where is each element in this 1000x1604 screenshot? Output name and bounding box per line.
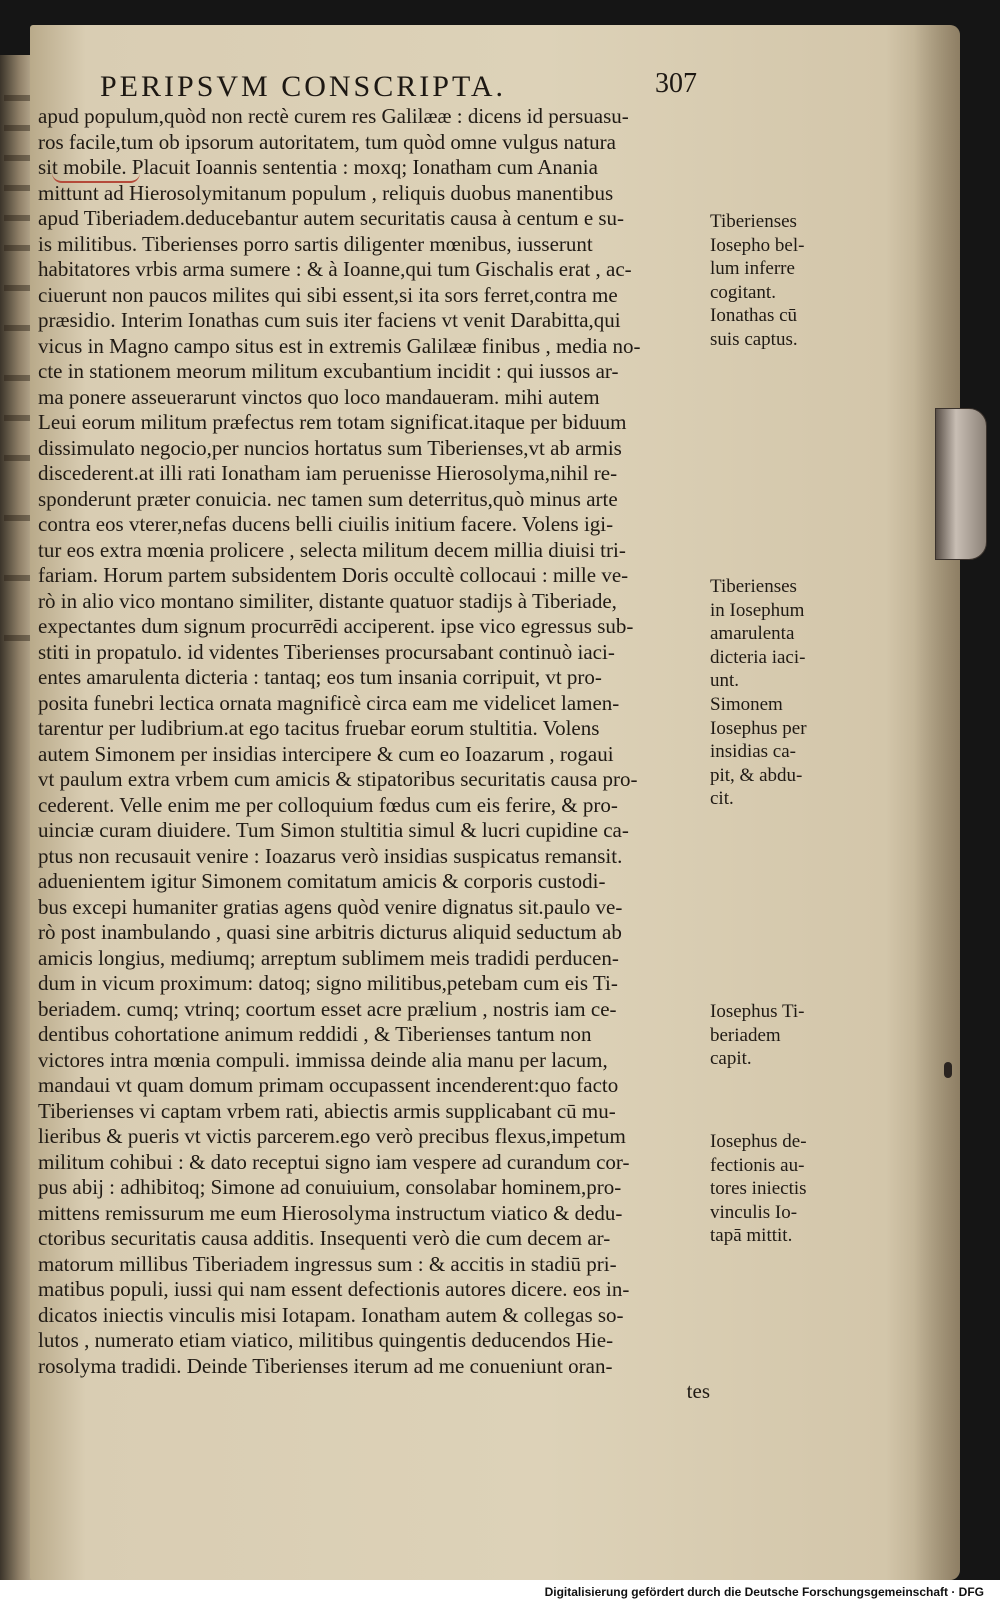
- side-note-line: beriadem: [710, 1024, 781, 1046]
- side-note-line: vinculis Io-: [710, 1201, 798, 1223]
- digitization-credit: Digitalisierung gefördert durch die Deutsche Forschungsgemeinschaft · DFG: [540, 1580, 990, 1604]
- side-note-line: Ionathas cū: [710, 305, 798, 327]
- text-line: discederent.at illi rati Ionatham iam peruenisse Hierosolyma,nihil re-: [38, 461, 618, 485]
- text-line: rosolyma tradidi. Deinde Tiberienses iterum ad me conueniunt oran-: [38, 1353, 613, 1378]
- side-note-line: tapā mittit.: [710, 1225, 793, 1247]
- side-note-2: [710, 575, 850, 811]
- text-line: dicatos iniectis vinculis misi Iotapam. Ionatham autem & collegas so-: [38, 1302, 624, 1327]
- text-line: entes amarulenta dicteria : tantaq; eos tum insania corripuit, vt pro-: [38, 665, 602, 689]
- text-line: rò post inambulando , quasi sine arbitris dicturus aliquid seductum ab: [38, 920, 622, 944]
- text-line: cte in stationem meorum militum excubantium incidit : qui iussos ar-: [38, 359, 619, 383]
- side-note-line: capit.: [710, 1048, 752, 1070]
- side-note-line: Tiberienses: [710, 576, 797, 597]
- text-line: dentibus cohortatione animum reddidi , & Tiberienses tantum non: [38, 1022, 592, 1046]
- text-line: ciuerunt non paucos milites qui sibi essent,si ita sors ferret,contra me: [38, 282, 618, 307]
- text-line: ma ponere asseuerarunt vinctos quo loco mandaueram. mihi autem: [38, 384, 600, 409]
- side-note-line: in Iosephum: [710, 599, 805, 621]
- side-note-line: cit.: [710, 788, 734, 810]
- text-line: is militibus. Tiberienses porro sartis diligenter mœnibus, iusserunt: [38, 231, 593, 256]
- text-line: beriadem. cumq; vtrinq; coortum esset acre prælium , nostris iam ce-: [38, 996, 617, 1021]
- side-note-line: insidias ca-: [710, 741, 797, 763]
- text-line: dum in vicum proximum: datoq; signo militibus,petebam cum eis Ti-: [38, 971, 618, 995]
- text-line: mittunt ad Hierosolymitanum populum , reliquis duobus manentibus: [38, 180, 614, 205]
- side-note-line: Iosephus Ti-: [710, 1001, 805, 1022]
- text-line: vicus in Magno campo situs est in extremis Galilææ finibus , media no-: [38, 333, 641, 358]
- text-line: mittens remissurum me eum Hierosolyma instructum viatico & dedu-: [38, 1200, 623, 1225]
- side-note-line: tores iniectis: [710, 1178, 807, 1200]
- side-note-1: [710, 210, 850, 352]
- side-note-line: Iosepho bel-: [710, 234, 805, 256]
- side-note-line: Iosephus de-: [710, 1131, 807, 1152]
- catchword: tes: [686, 1379, 710, 1403]
- side-note-line: suis captus.: [710, 328, 798, 350]
- page-clip: [935, 408, 987, 560]
- text-line: Tiberienses vi captam vrbem rati, abiectis armis supplicabant cū mu-: [38, 1098, 616, 1123]
- text-line: habitatores vrbis arma sumere : & à Ioanne,qui tum Gischalis erat , ac-: [38, 257, 632, 281]
- margin-tab: [944, 1062, 952, 1078]
- text-line: apud populum,quòd non rectè curem res Galilææ : dicens id persuasu-: [38, 104, 629, 128]
- text-line: lutos , numerato etiam viatico, militibus quingentis deducendos Hie-: [38, 1328, 614, 1352]
- text-line: Leui eorum militum præfectus rem totam significat.itaque per biduum: [38, 410, 627, 434]
- text-line: ptus non recusauit venire : Ioazarus verò insidias suspicatus remansit.: [38, 843, 623, 868]
- text-line: matorum millibus Tiberiadem ingressus sum : & accitis in stadiū pri-: [38, 1251, 617, 1276]
- text-line: lieribus & pueris vt victis parcerem.ego verò precibus flexus,impetum: [38, 1124, 626, 1148]
- page-number: 307: [655, 68, 697, 99]
- text-line: ros facile,tum ob ipsorum autoritatem, tum quòd omne vulgus natura: [38, 129, 616, 154]
- side-note-line: pit, & abdu-: [710, 764, 803, 786]
- side-note-4: [710, 1130, 850, 1248]
- text-line: præsidio. Interim Ionathas cum suis iter faciens vt venit Darabitta,qui: [38, 308, 621, 332]
- running-title: PERIPSVM CONSCRIPTA.: [100, 70, 507, 103]
- text-line: tarentur per ludibrium.at ego tacitus fruebar eorum stultitia. Volens: [38, 716, 600, 740]
- side-note-line: dicteria iaci-: [710, 646, 806, 668]
- text-line: uinciæ curam diuidere. Tum Simon stultitia simul & lucri cupidine ca-: [38, 818, 629, 842]
- text-line: vt paulum extra vrbem cum amicis & stipatoribus securitatis causa pro-: [38, 767, 638, 791]
- side-note-line: unt.: [710, 670, 740, 692]
- text-line: mandaui vt quam domum primam occupassent incenderent:quo facto: [38, 1073, 619, 1097]
- text-line: tur eos extra mœnia prolicere , selecta militum decem millia diuisi tri-: [38, 537, 626, 562]
- side-note-line: Tiberienses: [710, 211, 797, 232]
- side-note-line: Simonem: [710, 693, 783, 715]
- text-line: rò in alio vico montano similiter, distante quatuor stadijs à Tiberiade,: [38, 588, 617, 613]
- text-line: sit mobile. Placuit Ioannis sententia : moxq; Ionatham cum Anania: [38, 155, 598, 179]
- text-line: aduenientem igitur Simonem comitatum amicis & corporis custodi-: [38, 869, 606, 893]
- side-note-line: Iosephus per: [710, 717, 807, 739]
- text-line: fariam. Horum partem subsidentem Doris occultè collocaui : mille ve-: [38, 563, 629, 587]
- text-line: amicis longius, mediumq; arreptum sublimem meis tradidi perducen-: [38, 945, 619, 970]
- text-line: cederent. Velle enim me per colloquium fœdus cum eis ferire, & pro-: [38, 792, 618, 817]
- side-note-line: cogitant.: [710, 281, 776, 303]
- main-text-block: [38, 104, 710, 1405]
- text-line: contra eos vterer,nefas ducens belli ciuilis initium facere. Volens igi-: [38, 512, 614, 536]
- text-line: stiti in propatulo. id videntes Tiberienses procursabant continuò iaci-: [38, 639, 615, 664]
- text-line: victores intra mœnia compuli. immissa deinde alia manu per lacum,: [38, 1047, 608, 1072]
- text-line: ctoribus securitatis causa additis. Insequenti verò die cum decem ar-: [38, 1226, 611, 1250]
- text-line: militum cohibui : & dato receptui signo iam vespere ad curandum cor-: [38, 1149, 630, 1174]
- side-note-line: fectionis au-: [710, 1154, 805, 1176]
- text-line: pus abij : adhibitoq; Simone ad conuiuium, consolabar hominem,pro-: [38, 1175, 622, 1199]
- text-line: posita funebri lectica ornata magnificè circa eam me videlicet lamen-: [38, 690, 620, 715]
- text-line: expectantes dum signum procurrēdi acciperent. ipse vico egressus sub-: [38, 614, 634, 638]
- text-line: autem Simonem per insidias intercipere & cum eo Ioazarum , rogaui: [38, 741, 614, 766]
- text-line: matibus populi, iussi qui nam essent defectionis autores dicere. eos in-: [38, 1277, 630, 1301]
- page-edge-shadow: [914, 25, 960, 1580]
- side-note-3: [710, 1000, 850, 1071]
- side-note-line: lum inferre: [710, 258, 795, 280]
- text-line: sponderunt præter conuicia. nec tamen sum deterritus,quò minus arte: [38, 486, 618, 511]
- text-line: bus excepi humaniter gratias agens quòd venire dignatus sit.paulo ve-: [38, 894, 623, 919]
- text-line: apud Tiberiadem.deducebantur autem securitatis causa à centum e su-: [38, 206, 625, 230]
- text-line: dissimulato negocio,per nuncios hortatus sum Tiberienses,vt ab armis: [38, 435, 622, 460]
- side-note-line: amarulenta: [710, 623, 795, 645]
